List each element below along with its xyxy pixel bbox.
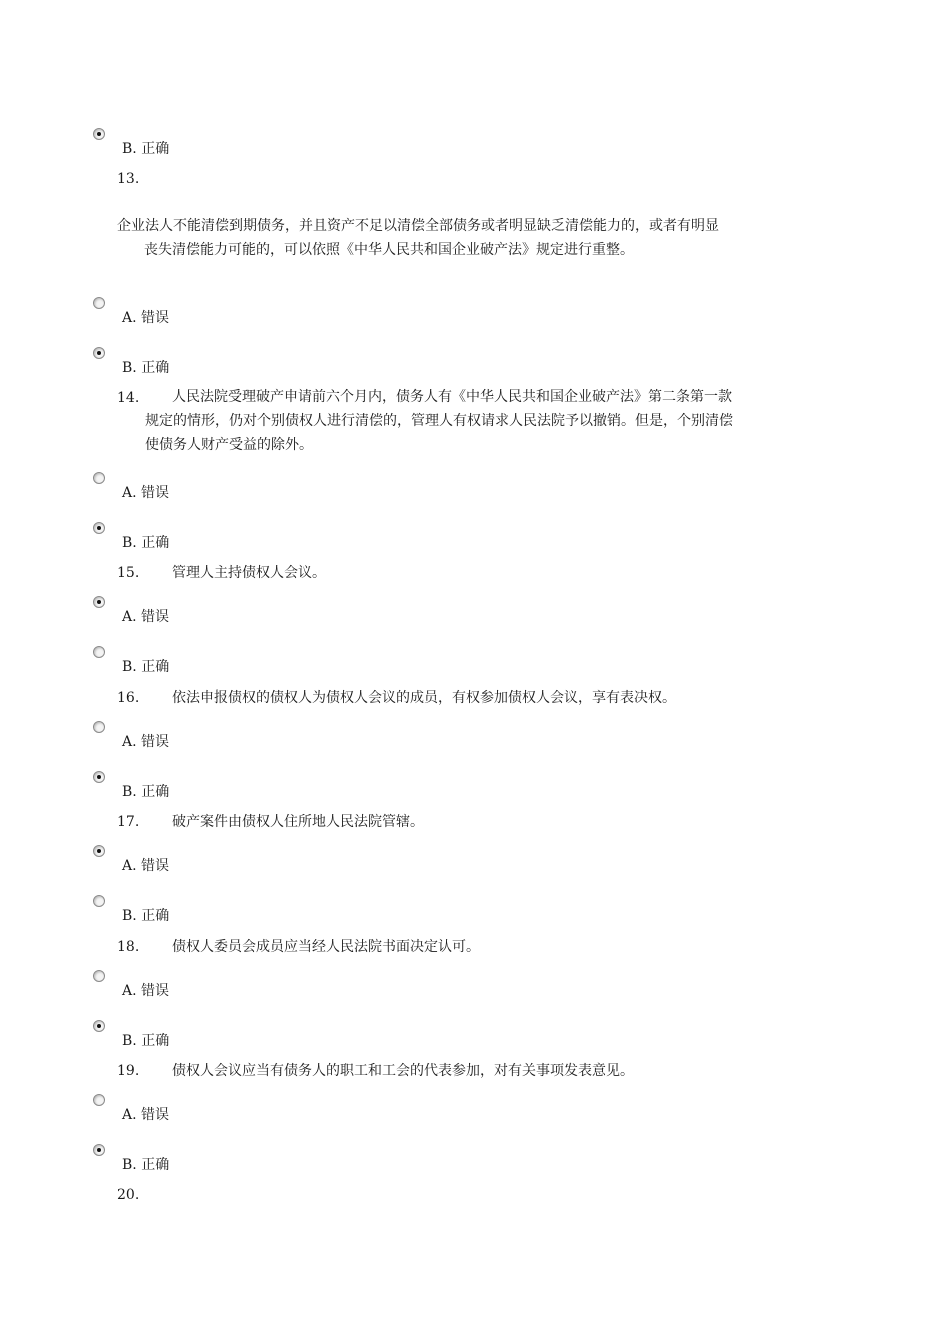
radio-q17-b[interactable] <box>93 895 105 907</box>
option-q19-b: B. 正确 <box>122 1157 170 1173</box>
option-q18-b: B. 正确 <box>122 1033 170 1049</box>
radio-q18-a[interactable] <box>93 970 105 982</box>
radio-q16-a[interactable] <box>93 721 105 733</box>
radio-q16-b[interactable] <box>93 771 105 783</box>
option-q19-a: A. 错误 <box>122 1107 170 1123</box>
radio-q19-b[interactable] <box>93 1144 105 1156</box>
question-number-18: 18. <box>117 939 140 955</box>
option-q18-a: A. 错误 <box>122 983 170 999</box>
option-q17-a: A. 错误 <box>122 858 170 874</box>
question-number-14: 14. <box>117 390 140 406</box>
radio-q19-a[interactable] <box>93 1094 105 1106</box>
option-q14-b: B. 正确 <box>122 535 170 551</box>
question-number-19: 19. <box>117 1063 140 1079</box>
option-q17-b: B. 正确 <box>122 908 170 924</box>
radio-q14-a[interactable] <box>93 472 105 484</box>
question-number-13: 13. <box>117 171 140 187</box>
question-13-line-1: 企业法人不能清偿到期债务，并且资产不足以清偿全部债务或者明显缺乏清偿能力的，或者有明显 <box>117 218 719 234</box>
question-number-16: 16. <box>117 690 140 706</box>
question-text-15: 管理人主持债权人会议。 <box>172 565 326 581</box>
question-13-line-2: 丧失清偿能力可能的，可以依照《中华人民共和国企业破产法》规定进行重整。 <box>144 242 634 258</box>
radio-q12-b[interactable] <box>93 128 105 140</box>
question-number-15: 15. <box>117 565 140 581</box>
radio-q15-b[interactable] <box>93 646 105 658</box>
option-q15-a: A. 错误 <box>122 609 170 625</box>
question-14-line-1: 人民法院受理破产申请前六个月内，债务人有《中华人民共和国企业破产法》第二条第一款 <box>172 389 732 405</box>
radio-q15-a[interactable] <box>93 596 105 608</box>
question-text-14 <box>145 385 815 457</box>
radio-q18-b[interactable] <box>93 1020 105 1032</box>
question-number-17: 17. <box>117 814 140 830</box>
question-text-19: 债权人会议应当有债务人的职工和工会的代表参加，对有关事项发表意见。 <box>172 1063 634 1079</box>
radio-q14-b[interactable] <box>93 522 105 534</box>
radio-q17-a[interactable] <box>93 845 105 857</box>
option-q14-a: A. 错误 <box>122 485 170 501</box>
option-q13-b: B. 正确 <box>122 360 170 376</box>
option-q13-a: A. 错误 <box>122 310 170 326</box>
question-14-line-2: 规定的情形，仍对个别债权人进行清偿的，管理人有权请求人民法院予以撤销。但是，个别清偿 <box>145 413 733 429</box>
question-14-line-3: 使债务人财产受益的除外。 <box>145 437 313 453</box>
question-text-18: 债权人委员会成员应当经人民法院书面决定认可。 <box>172 939 480 955</box>
option-q15-b: B. 正确 <box>122 659 170 675</box>
option-q16-b: B. 正确 <box>122 784 170 800</box>
question-number-20: 20. <box>117 1187 140 1203</box>
option-q16-a: A. 错误 <box>122 734 170 750</box>
radio-q13-a[interactable] <box>93 297 105 309</box>
question-text-17: 破产案件由债权人住所地人民法院管辖。 <box>172 814 424 830</box>
question-text-16: 依法申报债权的债权人为债权人会议的成员，有权参加债权人会议，享有表决权。 <box>172 690 676 706</box>
option-q12-b: B. 正确 <box>122 141 170 157</box>
radio-q13-b[interactable] <box>93 347 105 359</box>
question-text-13 <box>117 214 817 262</box>
